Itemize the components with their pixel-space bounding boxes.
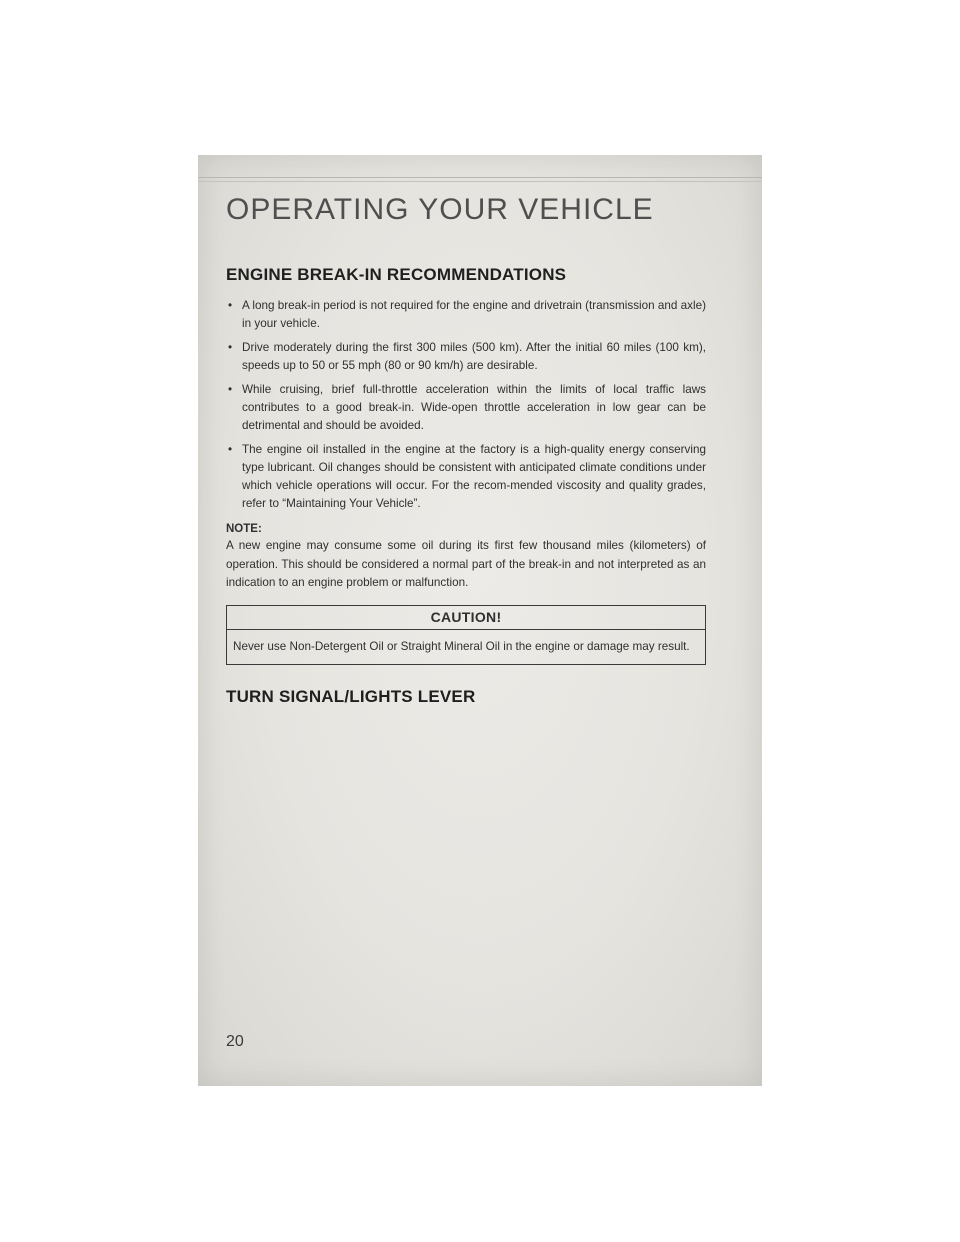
bullet-icon: • [228, 299, 233, 312]
list-item-text: The engine oil installed in the engine at the factory is a high-quality energy conserving type lubricant. Oil changes should be consistent with anticipated climate conditions under which vehicle operations will occur. For the recom-mended viscosity and quality grades, refer to “Maintaining Your Vehicle”. [242, 443, 706, 510]
bullet-icon: • [228, 443, 233, 456]
bullet-icon: • [228, 341, 233, 354]
turn-signal-heading: TURN SIGNAL/LIGHTS LEVER [226, 686, 476, 706]
list-item-text: While cruising, brief full-throttle acceleration within the limits of local traffic laws contributes to a good break-in. Wide-open throttle acceleration in low gear can be detrimental and should be avoided. [242, 383, 706, 432]
content-area [226, 265, 706, 707]
caution-text: Never use Non-Detergent Oil or Straight Mineral Oil in the engine or damage may result. [233, 639, 690, 653]
list-item [226, 381, 706, 435]
manual-page [198, 155, 762, 1086]
list-item [226, 339, 706, 375]
bullet-icon: • [228, 383, 233, 396]
list-item [226, 297, 706, 333]
note-text: A new engine may consume some oil during its first few thousand miles (kilometers) of operation. This should be considered a normal part of the break-in and not interpreted as an indication to an engine problem or malfunction. [226, 539, 706, 589]
list-item-text: A long break-in period is not required for the engine and drivetrain (transmission and axle) in your vehicle. [242, 299, 706, 330]
break-in-bullet-list [226, 297, 706, 513]
section-header: OPERATING YOUR VEHICLE [226, 193, 654, 226]
page-number: 20 [226, 1033, 244, 1050]
note-label: NOTE: [226, 523, 262, 535]
header-rule [198, 177, 762, 178]
caution-title: CAUTION! [227, 606, 705, 630]
engine-break-in-heading: ENGINE BREAK-IN RECOMMENDATIONS [226, 265, 567, 284]
caution-box [226, 605, 706, 665]
list-item-text: Drive moderately during the first 300 miles (500 km). After the initial 60 miles (100 km), speeds up to 50 or 55 mph (80 or 90 km/h) are desirable. [242, 341, 706, 372]
header-rule-secondary [198, 181, 762, 182]
list-item [226, 441, 706, 513]
